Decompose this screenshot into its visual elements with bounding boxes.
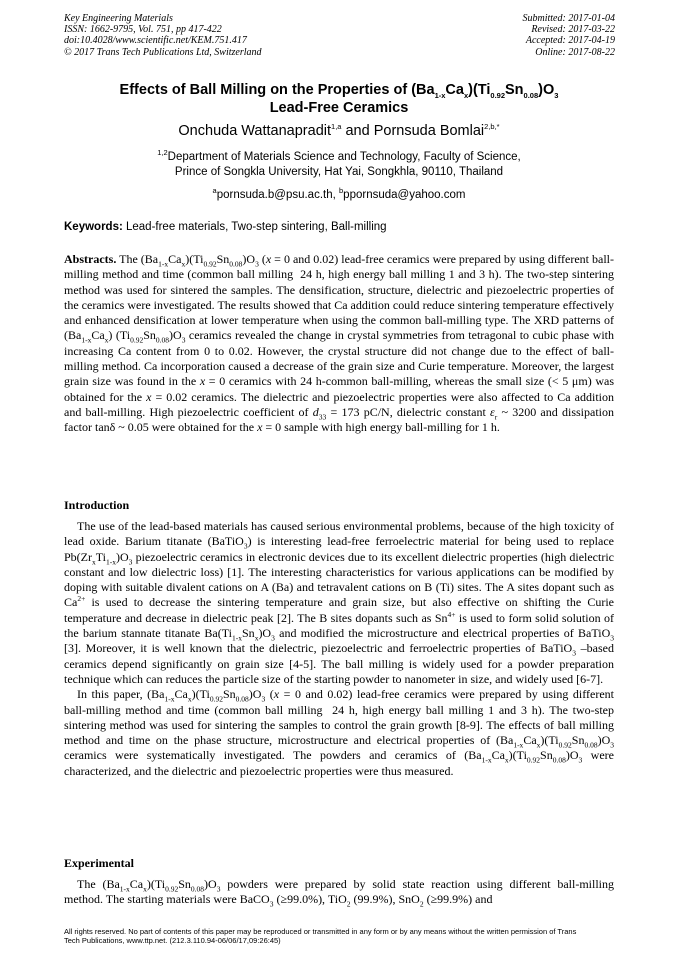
author-1: Onchuda Wattanapradit: [178, 123, 332, 139]
date-revised: Revised: 2017-03-22: [531, 24, 615, 36]
keywords: Keywords: Lead-free materials, Two-step sintering, Ball-milling: [64, 221, 387, 233]
paper-title: Effects of Ball Milling on the Properties of $(Ba_{1-x}Ca_x)(Ti_{0.92}Sn_{0.08})O_3$ Lead-Free Ceramics: [40, 81, 638, 117]
experimental-body: The $(Ba_{1-x}Ca_x)(Ti_{0.92}Sn_{0.08})O_3$ powders were prepared by solid state reaction using different ball-milling method. The starting materials were BaCO$_3$ (≥99.0%), TiO$_2$ (99.9%), SnO$_2$ (≥99.9%) and: [64, 877, 615, 909]
journal-issn: ISSN: 1662-9795, Vol. 751, pp 417-422: [64, 24, 222, 36]
email-a[interactable]: pornsuda.b@psu.ac.th,: [216, 189, 339, 201]
introduction-body: The use of the lead-based materials has caused serious environmental problems, because of the high toxicity of lead oxide. Barium titanate (BaTiO$_3$) is interesting lead-free ferroelectric material for being used to replace $Pb(Zr_xTi_{1-x})O_3$ piezoelectric ceramics in electronic devices due to its excellent dielectric properties (high dielectric constant and low dielectric loss) [1]. The interesting characteristics for various applications can be modified by doping with suitable divalent cations on A (Ba) and tetravalent cations on B (Ti) sites. The A sites dopant such as $Ca^{2+}$ is used to decrease the sintering temperature and grain size, but also effective on shifting the Curie temperature and decrease in dielectric peak [2]. The B sites dopants such as $Sn^{4+}$ is used to form solid solution of the barium stannate titanate $Ba(Ti_{1-x}Sn_x)O_3$ and modified the microstructure and electrical properties of BaTiO$_3$ [3]. Moreover, it is well known that the dielectric, piezoelectric and ferroelectric properties of BaTiO$_3$ –based ceramics depend significantly on grain size [4-5]. The ball milling is widely used for a powder preparation technique which can reduces the particle size of the starting powder to nanometer in size, and widely used [6-7]. In this paper, $(Ba_{1-x}Ca_x)(Ti_{0.92}Sn_{0.08})O_3$ (x = 0 and 0.02) lead-free ceramics were prepared by using different ball-milling method and time (common ball milling 24 h, high energy ball milling 1 and 3 h). The two-step sintering method was used for sintering the samples to control the grain growth [8-9]. The effects of ball milling method and time on the phase structure, microstructure and electrical properties of $(Ba_{1-x}Ca_x)(Ti_{0.92}Sn_{0.08})O_3$ ceramics were systematically investigated. The powders and ceramics of $(Ba_{1-x}Ca_x)(Ti_{0.92}Sn_{0.08})O_3$ were characterized, and the dielectric and piezoelectric properties were thus measured.: [64, 519, 614, 778]
author-emails: $^a$pornsuda.b@psu.ac.th, $^b$ppornsuda@yahoo.com: [212, 186, 466, 201]
publication-dates: [523, 13, 616, 58]
abstract: Abstracts. The $(Ba_{1-x}Ca_x)(Ti_{0.92}Sn_{0.08})O_3$ (x = 0 and 0.02) lead-free ceramics were prepared by using different ball-milling method and time (common ball milling 24 h, high energy ball milling 1 and 3 h). The two-step sintering method was used for sintered the samples. The densification, structure, dielectric and piezoelectric properties of the ceramics were investigated. The results showed that Ca addition could reduce sintering temperature effectively and enhanced densification at lower temperature when using the common ball-milling type. The XRD patterns of $(Ba_{1-x}Ca_x)$ $(Ti_{0.92}Sn_{0.08})O_3$ ceramics revealed the change in crystal symmetries from tetragonal to cubic phase with increasing Ca content from 0 to 0.02. However, the crystal structure did not change due to the effect of ball-milling method. Ca incorporation caused a decrease of the grain size and Curie temperature. Moreover, the largest grain size was found in the x = 0 ceramics with 24 h-common ball-milling, whereas the small size (< 5 μm) was obtained for the x = 0.02 ceramics. The dielectric and piezoelectric properties were also affected to Ca addition and ball-milling. High piezoelectric coefficient of $d_{33} = 173$ pC/N, dielectric constant $\varepsilon_r$ ~ 3200 and dissipation factor tanδ ~ 0.05 were obtained for the x = 0 sample with high energy ball-milling for 1 h.: [64, 252, 615, 435]
journal-copyright: © 2017 Trans Tech Publications Ltd, Switzerland: [64, 46, 262, 58]
author-2: Pornsuda Bomlai: [373, 123, 485, 139]
date-accepted: Accepted: 2017-04-19: [525, 35, 615, 47]
title-line2: Lead-Free Ceramics: [269, 100, 409, 116]
section-heading-experimental: Experimental: [64, 856, 134, 870]
affiliation: $^{1,2}$Department of Materials Science and Technology, Faculty of Science, Prince of Songkla University, Hat Yai, Songkhla, 90110, Thailand: [157, 148, 521, 178]
author-list: Onchuda Wattanapradit$^{1,a}$ and Pornsuda Bomlai$^{2,b,*}$: [178, 122, 500, 139]
date-online: Online: 2017-08-22: [535, 46, 615, 58]
journal-info: [64, 13, 262, 58]
section-heading-introduction: Introduction: [64, 498, 130, 512]
copyright-footer: All rights reserved. No part of contents of this paper may be reproduced or transmitted in any form or by any means without the written permission of Trans Tech Publications, www.ttp.net. (212.3.110.94-06/06/17,09:26:45): [64, 927, 577, 945]
email-b[interactable]: ppornsuda@yahoo.com: [343, 189, 466, 201]
journal-doi: doi:10.4028/www.scientific.net/KEM.751.417: [64, 35, 247, 47]
journal-name: Key Engineering Materials: [64, 13, 173, 24]
date-submitted: Submitted: 2017-01-04: [522, 13, 615, 24]
